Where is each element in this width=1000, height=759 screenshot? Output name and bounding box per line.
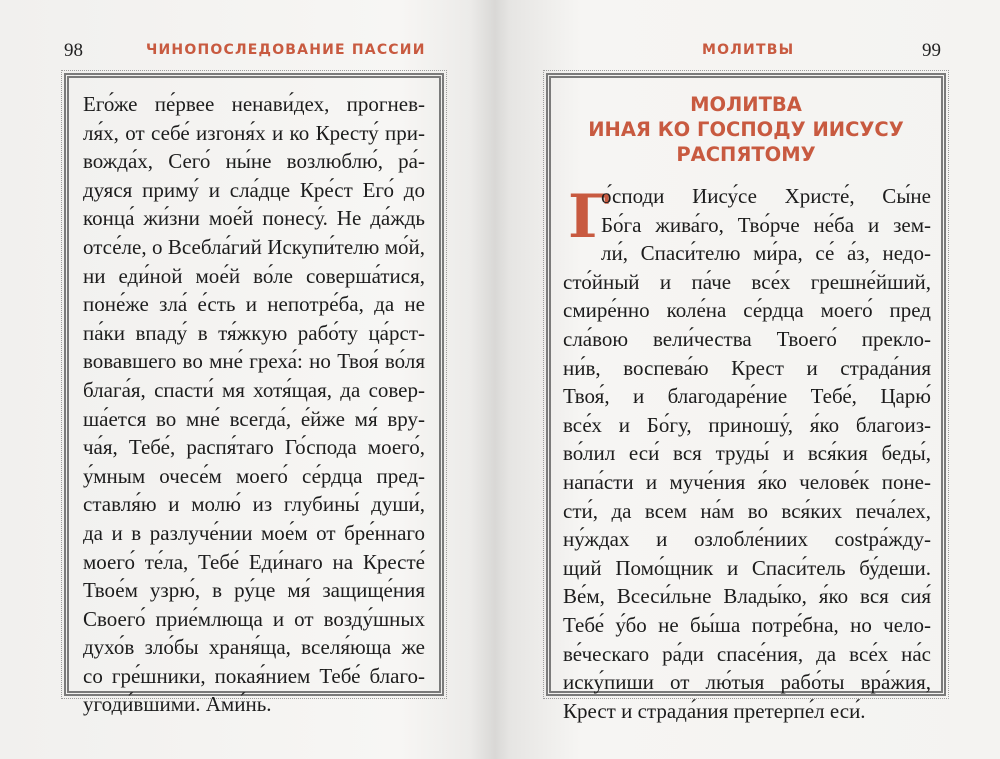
text-line: ставля́ю и молю́ из глубины́ души́, bbox=[83, 492, 425, 517]
text-line: сла́вою вели́чества Твоего́ прекло- bbox=[563, 326, 931, 351]
text-line: угоди́вшими. Ами́нь. bbox=[83, 692, 272, 717]
text-line: блага́я, спасти́ мя хотя́щая, да совер- bbox=[83, 377, 425, 402]
text-line: конца́ жи́зни мое́й понесу́. Не да́ждь bbox=[83, 206, 425, 231]
text-line: Тебе́ у́бо не бы́ша потре́бна, но чело- bbox=[563, 612, 931, 637]
text-line: со гре́шники, покая́нием Тебе́ благо- bbox=[83, 663, 425, 688]
left-page bbox=[0, 0, 492, 759]
text-line: ну́ждах и озлобле́ниих сostра́жду- bbox=[563, 527, 931, 552]
text-line: ве́ческаго ра́ди спасе́ния, да все́х на́с bbox=[563, 641, 931, 666]
text-line: во́лил еси́ вся труды́ и вся́кия беды́, bbox=[563, 441, 931, 466]
text-line: отсе́ле, о Всебла́гий Искупи́телю мо́й, bbox=[83, 234, 425, 259]
text-line: Его́же пе́рвее ненави́дех, прогнев- bbox=[83, 92, 425, 116]
text-line: дуяся приму́ и сла́дце Кре́ст Его́ до bbox=[83, 177, 425, 202]
text-line: ли́, Спаси́телю ми́ра, се́ а́з, недо- bbox=[601, 241, 931, 266]
text-line: о́споди Иису́се Христе́, Сы́не bbox=[601, 184, 931, 208]
text-line: Твоя́, и благодаре́ние Тебе́, Царю́ bbox=[563, 384, 931, 409]
text-line: все́х и Бо́гу, приношу́, я́ко благоиз- bbox=[563, 412, 931, 437]
text-line: моего́ те́ла, Тебе́ Еди́наго на Кресте́ bbox=[83, 549, 425, 574]
text-line: щий Помо́щник и Спаси́тель бу́деши. bbox=[563, 555, 931, 580]
text-line: вожда́х, Сего́ ны́не возлюблю́, ра́- bbox=[83, 149, 425, 174]
text-line: смире́нно коле́на се́рдца моего́ пред bbox=[563, 298, 931, 323]
text-line: у́мным очесе́м моего́ се́рдца пред- bbox=[83, 463, 425, 488]
title-line: МОЛИТВА bbox=[690, 93, 802, 116]
text-line: Ве́м, Всеси́льне Влады́ко, я́ко вся сия́ bbox=[563, 584, 931, 609]
title-line: РАСПЯТОМУ bbox=[676, 143, 816, 166]
left-body-text bbox=[83, 90, 425, 719]
text-line: сто́йный и па́че все́х грешне́йший, bbox=[563, 269, 931, 294]
title-line: ИНАЯ КО ГОСПОДУ ИИСУСУ bbox=[588, 118, 904, 141]
text-line: па́ки впаду́ в тя́жкую рабо́ту ца́рст- bbox=[83, 320, 425, 345]
text-line: Крест и страда́ния претерпе́л еси́. bbox=[563, 698, 866, 723]
text-line: ля́х, от себе́ изгоня́х и ко Кресту́ при- bbox=[83, 120, 425, 145]
right-page bbox=[508, 0, 1000, 759]
drop-cap: Г bbox=[568, 182, 610, 252]
page-number-right: 99 bbox=[922, 40, 941, 61]
text-line: ни еди́ной мое́й во́ле соверша́тися, bbox=[83, 263, 425, 288]
text-line: Твое́м узрю́, в ру́це мя́ защище́ния bbox=[83, 578, 425, 603]
text-line: да и в разлуче́нии мое́м от бре́ннаго bbox=[83, 520, 425, 545]
text-line: напа́сти и муче́ния я́ко челове́к поне- bbox=[563, 469, 931, 494]
text-line: Бо́га жива́го, Тво́рче не́ба и зем- bbox=[601, 212, 931, 237]
text-line: ша́ется во мне́ всегда́, е́йже мя́ вру- bbox=[83, 406, 425, 431]
prayer-title bbox=[556, 92, 936, 167]
text-line: поне́же зла́ е́сть и непотре́ба, да не bbox=[83, 292, 425, 317]
page-number-left: 98 bbox=[64, 40, 83, 61]
text-line: ни́в, воспева́ю Крест и страда́ния bbox=[563, 355, 931, 380]
text-line: Своего́ прие́млюща и от возду́шных bbox=[83, 606, 425, 631]
running-head-right: МОЛИТВЫ bbox=[702, 42, 795, 58]
text-line: сти́, да всем на́м во вся́ких печа́лех, bbox=[563, 498, 931, 523]
text-line: духо́в зло́бы храня́ща, вселя́юща же bbox=[83, 635, 425, 660]
running-head-left: ЧИНОПОСЛЕДОВАНИЕ ПАССИИ bbox=[146, 42, 426, 58]
text-line: иску́пиши от лю́тыя рабо́ты вра́жия, bbox=[563, 670, 931, 695]
text-line: вовавшего во мне́ греха́: но Твоя́ во́ля bbox=[83, 349, 425, 374]
right-body-text bbox=[563, 182, 931, 725]
text-line: ча́я, Тебе́, распя́таго Го́спода моего́, bbox=[83, 435, 425, 460]
